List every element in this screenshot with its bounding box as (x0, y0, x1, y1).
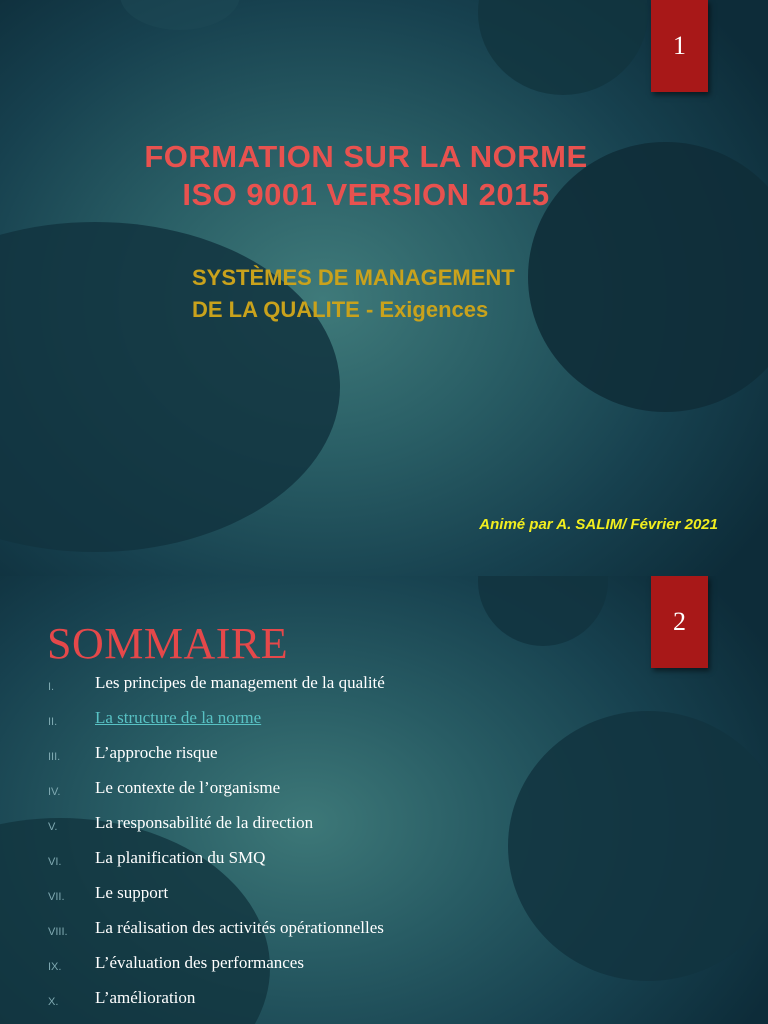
title-line-1: FORMATION SUR LA NORME (144, 139, 588, 174)
toc-item-number: I. (48, 681, 55, 693)
toc-item-number: IX. (48, 961, 62, 973)
toc-item-label: Le support (95, 883, 169, 902)
slide-title (0, 138, 732, 214)
toc-item-number: VI. (48, 856, 62, 868)
toc-item (0, 673, 700, 703)
decorative-circle (478, 0, 648, 95)
toc-item-label: La réalisation des activités opérationnelles (95, 918, 384, 937)
decorative-circle (120, 0, 240, 30)
author-credit: Animé par A. SALIM/ Février 2021 (479, 516, 718, 533)
toc-item-number: IV. (48, 786, 61, 798)
toc-item (0, 848, 700, 878)
slide-number-badge (651, 576, 708, 668)
toc-item-number: VIII. (48, 926, 68, 938)
toc-item-number: V. (48, 821, 58, 833)
toc-item-label: Les principes de management de la qualité (95, 673, 385, 692)
decorative-circle (478, 576, 608, 646)
toc-item-number: III. (48, 751, 61, 763)
title-line-2: ISO 9001 VERSION 2015 (182, 177, 550, 212)
slide-subtitle (192, 262, 515, 326)
slide-number: 1 (673, 31, 686, 60)
toc-item-label: L’approche risque (95, 743, 218, 762)
sommaire-heading: SOMMAIRE (47, 619, 289, 668)
slide-number: 2 (673, 607, 686, 636)
toc-item-label: La responsabilité de la direction (95, 813, 314, 832)
subtitle-line-2: DE LA QUALITE - Exigences (192, 297, 489, 322)
toc-item-link[interactable]: La structure de la norme (95, 708, 262, 727)
toc-item-number: X. (48, 996, 59, 1008)
toc-item-label: L’évaluation des performances (95, 953, 304, 972)
toc-item (0, 743, 700, 773)
toc-item-label: L’amélioration (95, 988, 196, 1007)
toc-item (0, 988, 700, 1018)
toc-item-label: Le contexte de l’organisme (95, 778, 281, 797)
toc-item (0, 813, 700, 843)
toc-item (0, 778, 700, 808)
toc-item-label: La planification du SMQ (95, 848, 266, 867)
slide-number-badge (651, 0, 708, 92)
toc-item (0, 953, 700, 983)
slide-2 (0, 576, 768, 1024)
toc-item-number: VII. (48, 891, 65, 903)
subtitle-line-1: SYSTÈMES DE MANAGEMENT (192, 265, 515, 290)
toc-item-number: II. (48, 716, 58, 728)
toc-item[interactable] (0, 708, 700, 738)
toc-item (0, 918, 700, 948)
toc-item (0, 883, 700, 913)
